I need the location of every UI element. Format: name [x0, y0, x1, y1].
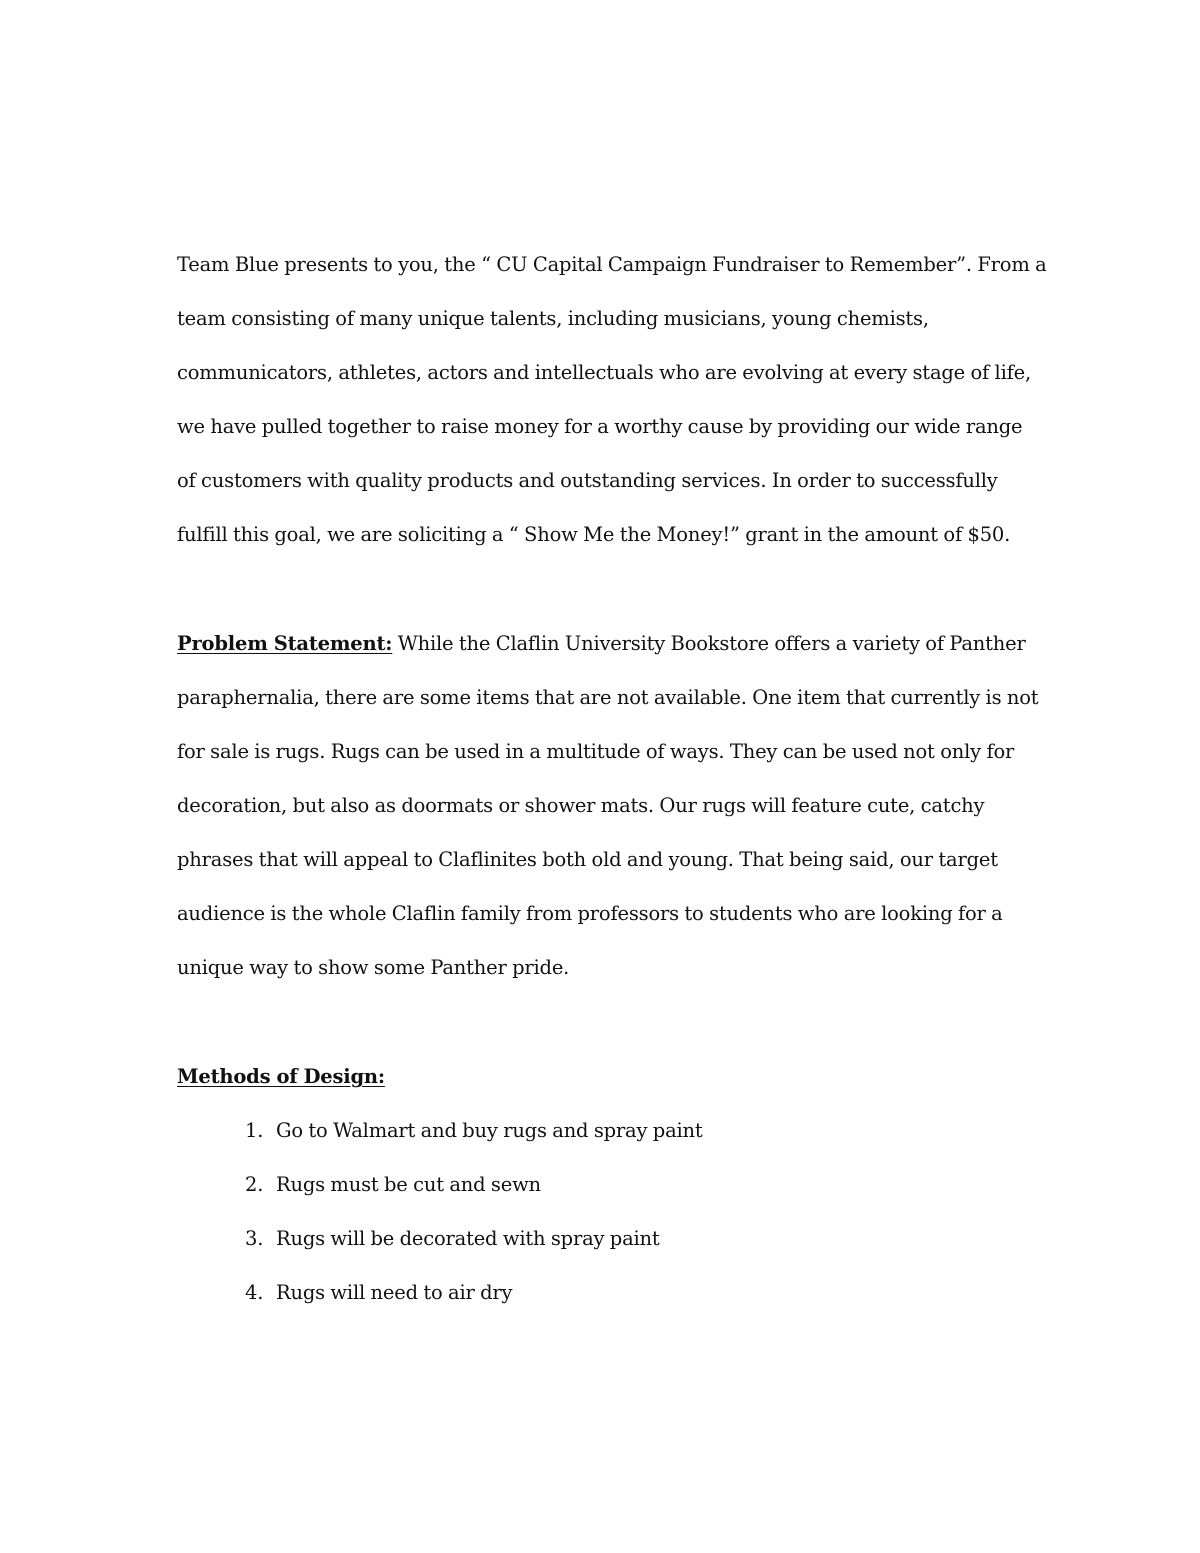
problem-statement-heading: Problem Statement:	[177, 632, 393, 655]
problem-first-line-text: While the Claflin University Bookstore offers a variety of Panther	[392, 632, 1026, 655]
list-item	[177, 1212, 1037, 1266]
methods-heading: Methods of Design:	[177, 1065, 385, 1088]
intro-line: communicators, athletes, actors and intellectuals who are evolving at every stage of life,	[177, 361, 1031, 384]
step-text: Rugs will be decorated with spray paint	[276, 1227, 660, 1250]
step-number: 2.	[245, 1173, 264, 1196]
step-number: 4.	[245, 1281, 264, 1304]
problem-statement-section	[177, 617, 1037, 995]
intro-line: of customers with quality products and outstanding services. In order to successfully	[177, 469, 998, 492]
list-item	[177, 1266, 1037, 1320]
step-number: 3.	[245, 1227, 264, 1250]
problem-line: phrases that will appeal to Claflinites both old and young. That being said, our target	[177, 848, 998, 871]
methods-steps-list	[177, 1104, 1037, 1320]
problem-line: decoration, but also as doormats or shower mats. Our rugs will feature cute, catchy	[177, 794, 985, 817]
list-item	[177, 1104, 1037, 1158]
intro-line: Team Blue presents to you, the “ CU Capital Campaign Fundraiser to Remember”. From a	[177, 253, 1047, 276]
intro-line: fulfill this goal, we are soliciting a “ Show Me the Money!” grant in the amount of $50.	[177, 523, 1011, 546]
intro-line: we have pulled together to raise money for a worthy cause by providing our wide range	[177, 415, 1023, 438]
step-number: 1.	[245, 1119, 264, 1142]
problem-first-line	[177, 617, 1037, 671]
intro-line: team consisting of many unique talents, including musicians, young chemists,	[177, 307, 929, 330]
step-text: Rugs will need to air dry	[276, 1281, 513, 1304]
problem-line: paraphernalia, there are some items that are not available. One item that currently is not	[177, 686, 1039, 709]
methods-of-design-section	[177, 1050, 1037, 1320]
intro-paragraph	[177, 238, 1047, 562]
step-text: Go to Walmart and buy rugs and spray paint	[276, 1119, 703, 1142]
step-text: Rugs must be cut and sewn	[276, 1173, 541, 1196]
problem-line: for sale is rugs. Rugs can be used in a multitude of ways. They can be used not only for	[177, 740, 1015, 763]
problem-line: audience is the whole Claflin family from professors to students who are looking for a	[177, 902, 1003, 925]
list-item	[177, 1158, 1037, 1212]
problem-line: unique way to show some Panther pride.	[177, 956, 570, 979]
